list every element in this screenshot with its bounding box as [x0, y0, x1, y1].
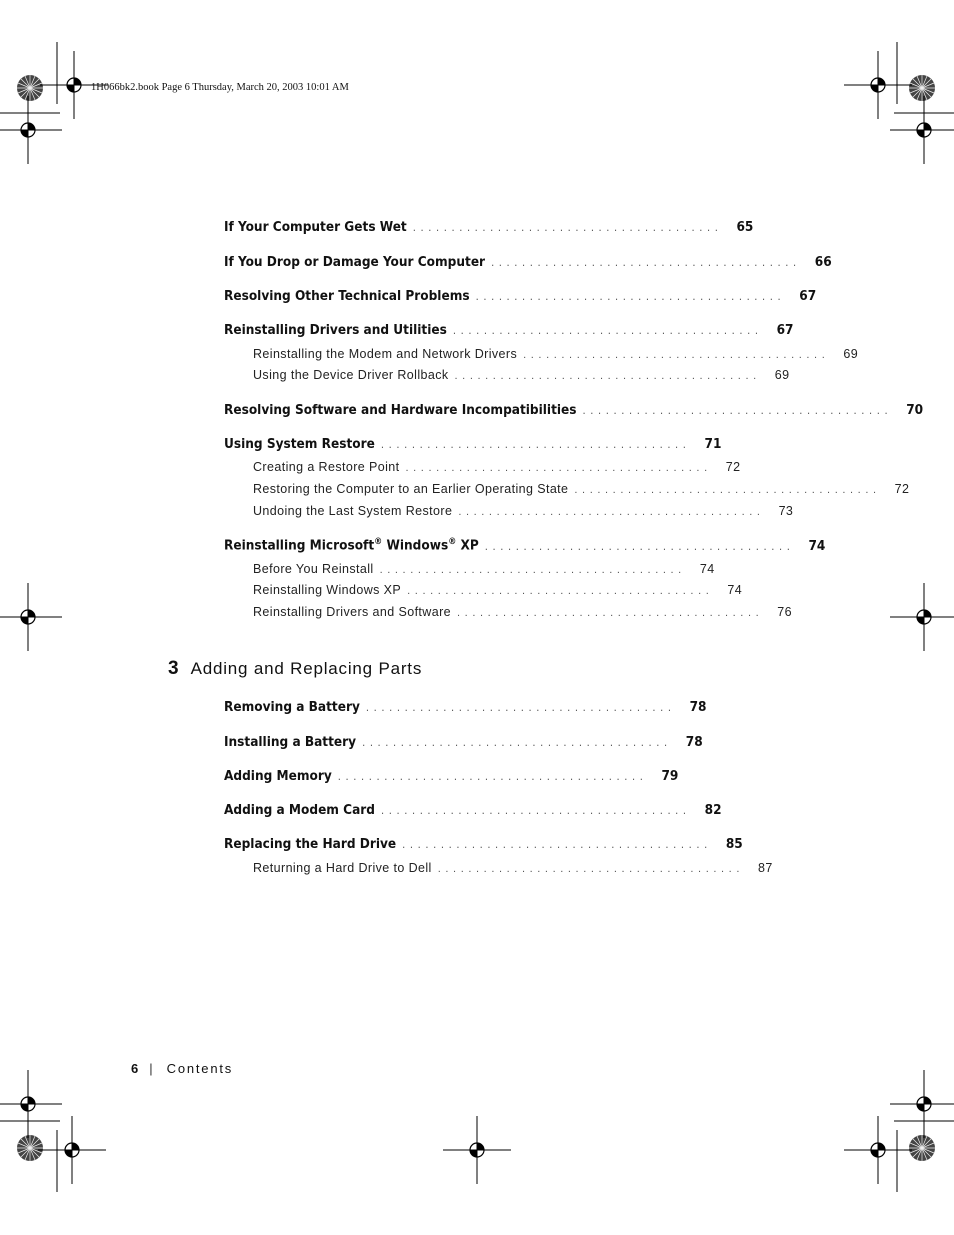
toc-entry-title: Reinstalling Drivers and Utilities — [224, 322, 447, 338]
footer-page-number: 6 — [131, 1061, 139, 1076]
toc-entry-title: Removing a Battery — [224, 699, 360, 715]
toc-entry-page: 85 — [725, 836, 743, 852]
toc-entry-page: 73 — [778, 504, 794, 518]
toc-entry-title: Reinstalling Windows XP — [253, 583, 402, 597]
dot-leader: ........................................ — [412, 221, 723, 234]
toc-entry[interactable] — [224, 219, 754, 239]
dot-leader: ........................................ — [457, 607, 764, 619]
toc-subentry[interactable] — [253, 605, 792, 625]
toc-entry-page: 72 — [894, 482, 910, 496]
toc-entry[interactable] — [224, 436, 722, 456]
print-header: 1H066bk2.book Page 6 Thursday, March 20, 2003 10:01 AM — [91, 82, 349, 93]
dot-leader: ........................................ — [484, 539, 795, 553]
toc-subentry[interactable] — [253, 583, 743, 603]
toc-entry-title: Restoring the Computer to an Earlier Operating State — [253, 482, 569, 496]
toc-entry-title: Creating a Restore Point — [253, 460, 400, 474]
toc-entry[interactable] — [224, 836, 743, 856]
dot-leader: ........................................ — [379, 564, 686, 576]
toc-entry-title: Installing a Battery — [224, 734, 357, 750]
page-footer — [131, 1061, 233, 1076]
toc-entry[interactable] — [224, 537, 826, 557]
toc-entry-title: Before You Reinstall — [253, 562, 374, 576]
dot-leader: ........................................ — [365, 701, 676, 714]
toc-entry-page: 74 — [727, 583, 743, 597]
toc-entry-title: Reinstalling Microsoft® Windows® XP — [224, 537, 479, 554]
toc-entry-page: 70 — [906, 402, 924, 418]
toc-entry[interactable] — [224, 768, 679, 788]
toc-entry-page: 78 — [685, 734, 703, 750]
toc-entry-page: 82 — [704, 802, 722, 818]
toc-entry[interactable] — [224, 699, 707, 719]
footer-section-name: Contents — [166, 1061, 234, 1076]
toc-subentry[interactable] — [253, 460, 741, 480]
toc-entry-title: Adding a Modem Card — [224, 802, 375, 818]
toc-entry-title: Reinstalling Drivers and Software — [253, 605, 452, 619]
toc-entry-page: 66 — [814, 254, 832, 270]
toc-entry-title: Reinstalling the Modem and Network Drivers — [253, 347, 518, 361]
toc-entry-page: 79 — [661, 768, 679, 784]
toc-entry-page: 72 — [725, 460, 741, 474]
dot-leader: ........................................ — [407, 585, 714, 597]
dot-leader: ........................................ — [523, 349, 830, 361]
chapter-title: Adding and Replacing Parts — [190, 659, 423, 678]
toc-entry-page: 65 — [736, 219, 754, 235]
toc-entry-page: 67 — [799, 288, 817, 304]
toc-entry-page: 76 — [777, 605, 792, 619]
toc-entry-page: 67 — [776, 322, 794, 338]
toc-subentry[interactable] — [253, 861, 773, 881]
dot-leader: ........................................ — [452, 324, 763, 337]
toc-entry-title: Undoing the Last System Restore — [253, 504, 453, 518]
footer-separator: | — [149, 1061, 153, 1076]
toc-subentry[interactable] — [253, 504, 794, 524]
toc-entry-page: 74 — [808, 537, 826, 554]
dot-leader: ........................................ — [475, 290, 786, 303]
dot-leader: ........................................ — [491, 256, 801, 269]
toc-entry[interactable] — [224, 322, 794, 342]
dot-leader: ........................................ — [454, 370, 761, 382]
toc-entry[interactable] — [224, 802, 722, 822]
toc-entry[interactable] — [224, 402, 924, 422]
toc-subentry[interactable] — [253, 368, 790, 388]
dot-leader: ........................................ — [582, 404, 893, 417]
toc-entry-title: If Your Computer Gets Wet — [224, 219, 407, 235]
dot-leader: ........................................ — [574, 484, 881, 496]
toc-entry-page: 74 — [699, 562, 715, 576]
toc-entry[interactable] — [224, 254, 832, 274]
dot-leader: ........................................ — [437, 863, 744, 875]
dot-leader: ........................................ — [458, 506, 765, 518]
toc-entry-title: Adding Memory — [224, 768, 332, 784]
toc-subentry[interactable] — [253, 347, 859, 367]
toc-entry-title: Resolving Other Technical Problems — [224, 288, 470, 304]
chapter-number: 3 — [168, 658, 179, 679]
toc-entry-title: If You Drop or Damage Your Computer — [224, 254, 486, 270]
toc-entry[interactable] — [224, 288, 817, 308]
toc-entry-title: Replacing the Hard Drive — [224, 836, 397, 852]
toc-entry-page: 71 — [704, 436, 722, 452]
toc-entry-title: Using the Device Driver Rollback — [253, 368, 449, 382]
toc-subentry[interactable] — [253, 562, 715, 582]
toc-entry-page: 69 — [774, 368, 790, 382]
dot-leader: ........................................ — [380, 438, 691, 451]
dot-leader: ........................................ — [337, 770, 648, 783]
toc-entry[interactable] — [224, 734, 703, 754]
toc-entry-page: 87 — [758, 861, 773, 875]
dot-leader: ........................................ — [405, 462, 712, 474]
dot-leader: ........................................ — [380, 804, 691, 817]
toc-entry-page: 69 — [843, 347, 859, 361]
toc-entry-title: Using System Restore — [224, 436, 375, 452]
toc-entry-title: Resolving Software and Hardware Incompatibilities — [224, 402, 577, 418]
toc-entry-title: Returning a Hard Drive to Dell — [253, 861, 432, 875]
dot-leader: ........................................ — [362, 736, 672, 749]
toc-entry-page: 78 — [689, 699, 707, 715]
toc-subentry[interactable] — [253, 482, 910, 502]
dot-leader: ........................................ — [402, 838, 712, 851]
chapter-heading[interactable] — [168, 658, 422, 680]
